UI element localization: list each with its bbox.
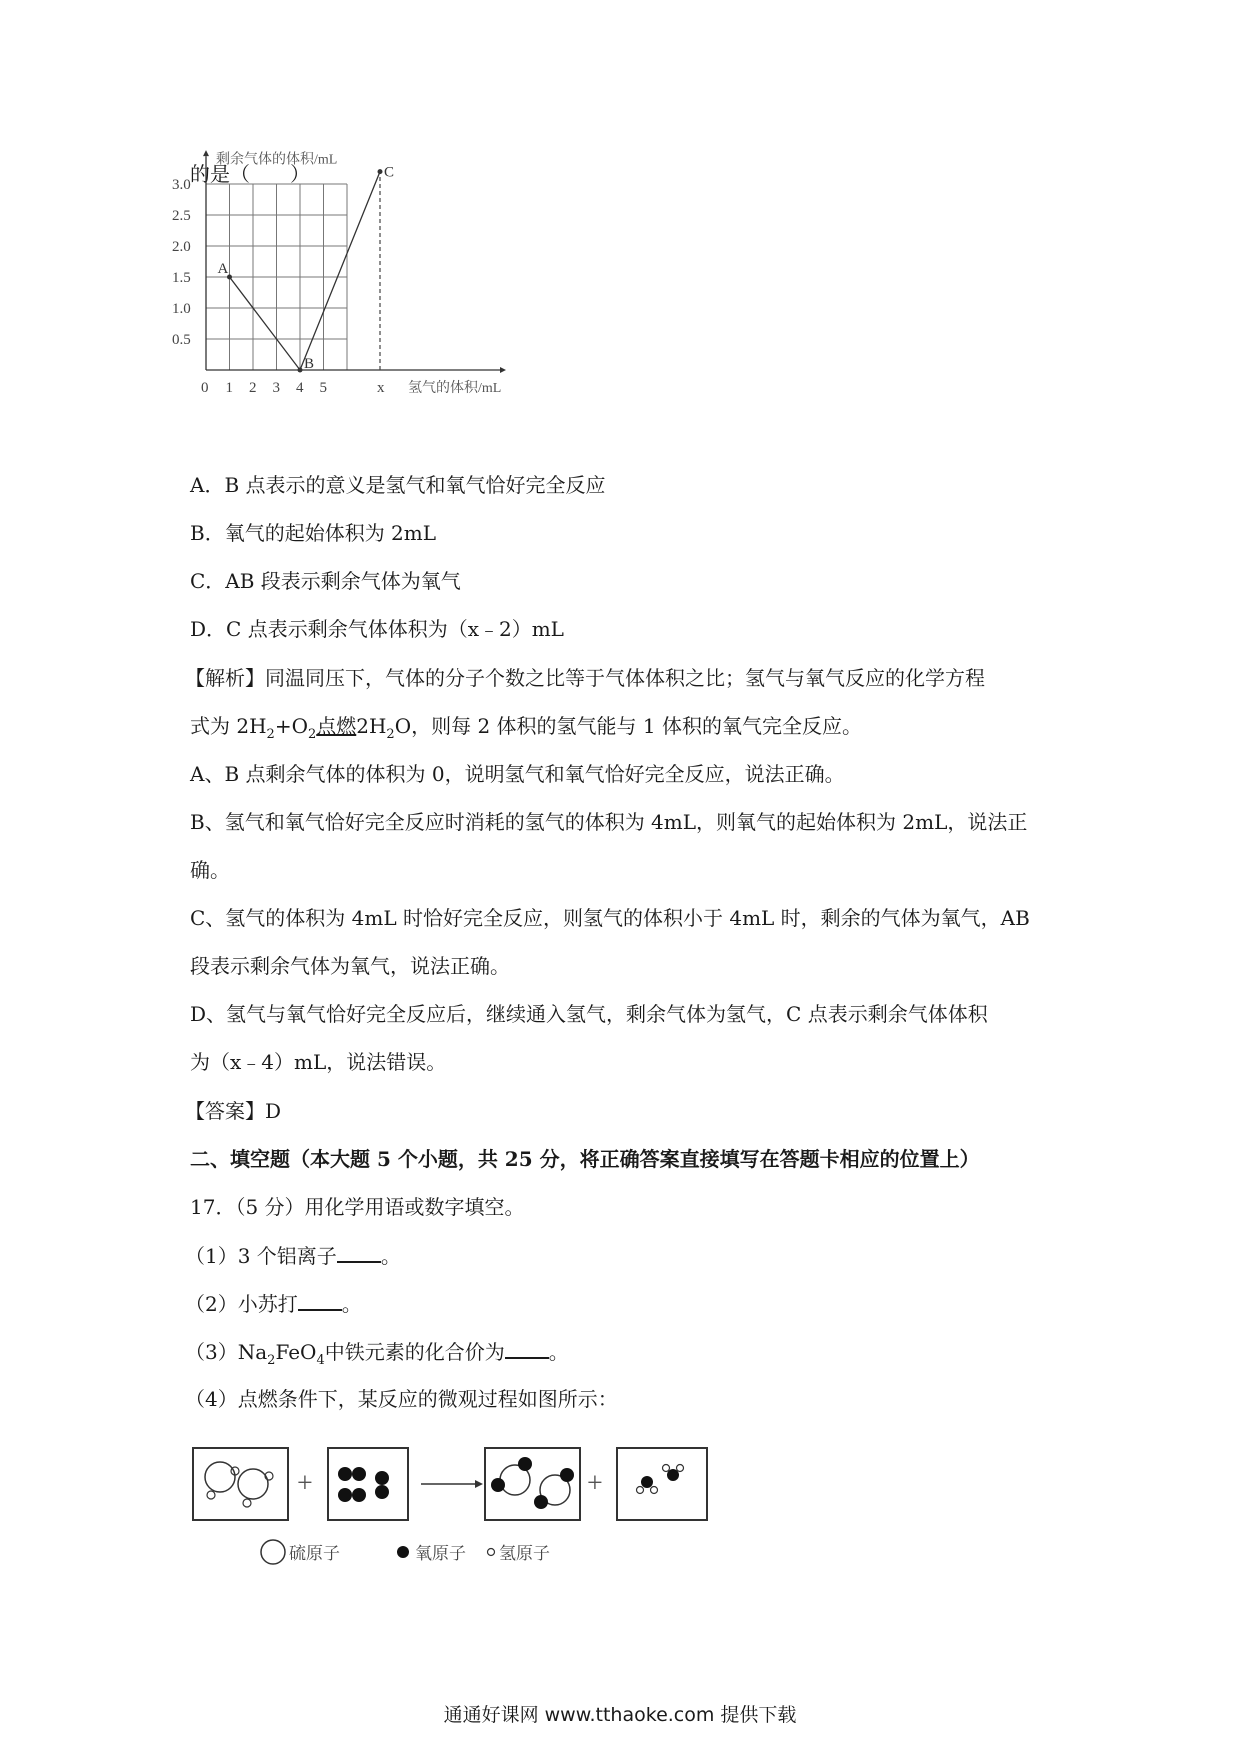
oxygen-atom: [560, 1468, 574, 1482]
x-axis-arrow: [500, 367, 506, 373]
option-a: A．B 点表示的意义是氢气和氧气恰好完全反应: [190, 473, 606, 497]
oxygen-atom: [491, 1478, 505, 1492]
legend-sulfur-icon: [261, 1540, 285, 1564]
product-box-2: [617, 1448, 707, 1520]
option-b: B．氧气的起始体积为 2mL: [190, 521, 437, 545]
point-label-a: A: [217, 261, 229, 277]
hydrogen-atom: [651, 1487, 658, 1494]
hydrogen-atom: [243, 1499, 251, 1507]
analysis-line-6: C、氢气的体积为 4mL 时恰好完全反应，则氢气的体积小于 4mL 时，剩余的气体为氧气，AB: [190, 906, 1030, 930]
oxygen-atom: [518, 1457, 532, 1471]
x-tick-label: 0: [201, 380, 209, 396]
reactant-box-2: [328, 1448, 408, 1520]
analysis-line-9: 为（x﹣4）mL，说法错误。: [190, 1050, 447, 1074]
data-point-b: [298, 368, 303, 373]
y-axis-arrow: [203, 150, 209, 156]
reaction-diagram: [185, 1440, 745, 1570]
answer-blank-3[interactable]: [505, 1337, 549, 1359]
oxygen-atom: [375, 1485, 389, 1499]
y-axis-label: 剩余气体的体积/mL: [216, 152, 338, 168]
q17-title: 17．（5 分）用化学用语或数字填空。: [190, 1195, 525, 1219]
data-point-c: [378, 169, 383, 174]
page-footer: 通通好课网 www.tthaoke.com 提供下载: [443, 1704, 797, 1726]
y-tick-label: 1.5: [172, 270, 191, 286]
plus-sign-1: +: [297, 1468, 313, 1499]
answer-blank-2[interactable]: [298, 1289, 342, 1311]
oxygen-atom: [641, 1476, 653, 1488]
option-d: D．C 点表示剩余气体体积为（x﹣2）mL: [190, 617, 564, 641]
oxygen-atom: [352, 1467, 366, 1481]
question-16-tail: 的是（ ）: [190, 162, 310, 186]
legend-hydrogen-label: 氢原子: [499, 1544, 550, 1563]
legend-hydrogen-icon: [488, 1549, 495, 1556]
point-label-c: C: [384, 164, 395, 181]
option-c: C．AB 段表示剩余气体为氧气: [190, 569, 461, 593]
q17-part-1: （1）3 个铝离子 。: [185, 1241, 401, 1270]
legend-oxygen-icon: [397, 1546, 409, 1558]
x-tick-label: 3: [272, 380, 280, 396]
data-line: [230, 172, 381, 370]
answer: 【答案】D: [185, 1099, 282, 1123]
y-tick-label: 0.5: [172, 332, 191, 348]
q17-part-4: （4）点燃条件下，某反应的微观过程如图所示：: [185, 1387, 618, 1411]
analysis-line-4: B、氢气和氧气恰好完全反应时消耗的氢气的体积为 4mL，则氧气的起始体积为 2mL，说法正: [190, 810, 1028, 834]
oxygen-atom: [375, 1471, 389, 1485]
sulfur-atom: [205, 1462, 235, 1492]
hydrogen-atom: [637, 1487, 644, 1494]
oxygen-atom: [338, 1488, 352, 1502]
y-tick-label: 2.0: [172, 239, 191, 255]
x-tick-label: 5: [319, 380, 327, 396]
section-2-heading: 二、填空题（本大题 5 个小题，共 25 分，将正确答案直接填写在答题卡相应的位置上）: [190, 1147, 980, 1171]
x-tick-label: 2: [249, 380, 257, 396]
point-label-b: B: [304, 356, 315, 372]
plus-sign-2: +: [587, 1468, 603, 1499]
y-tick-label: 1.0: [172, 301, 191, 317]
oxygen-atom: [534, 1495, 548, 1509]
x-axis-label: 氢气的体积/mL: [408, 381, 502, 396]
analysis-line-7: 段表示剩余气体为氧气，说法正确。: [190, 954, 510, 978]
sulfur-atom: [238, 1469, 268, 1499]
reaction-condition: 点燃: [316, 714, 357, 738]
x-tick-label: 1: [225, 380, 233, 396]
hydrogen-atom: [207, 1491, 215, 1499]
oxygen-atom: [338, 1467, 352, 1481]
y-tick-label: 3.0: [172, 177, 191, 193]
analysis-line-8: D、氢气与氧气恰好完全反应后，继续通入氢气，剩余气体为氢气，C 点表示剩余气体体积: [190, 1002, 988, 1026]
analysis-equation-line: 式为 $2H_2+O_2$点燃$2H_2O$，则每 2 体积的氢气能与 1 体积的氧气完全反应。: [190, 714, 862, 742]
analysis-line-3: A、B 点剩余气体的体积为 0，说明氢气和氧气恰好完全反应，说法正确。: [190, 762, 845, 786]
q17-part-3: $(3)Na_2FeO_4$中铁元素的化合价为 。: [185, 1337, 569, 1375]
answer-blank-1[interactable]: [337, 1241, 381, 1263]
x-tick-label: 4: [296, 380, 304, 396]
legend-oxygen-label: 氧原子: [415, 1544, 466, 1563]
y-tick-label: 2.5: [172, 208, 191, 224]
hydrogen-atom: [663, 1465, 670, 1472]
legend-sulfur-label: 硫原子: [289, 1544, 340, 1563]
analysis-line-1: 【解析】同温同压下，气体的分子个数之比等于气体体积之比；氢气与氧气反应的化学方程: [185, 666, 985, 690]
q17-part-2: （2）小苏打 。: [185, 1289, 362, 1318]
hydrogen-atom: [677, 1465, 684, 1472]
analysis-line-5: 确。: [190, 858, 230, 882]
oxygen-atom: [352, 1488, 366, 1502]
x-tick-label: x: [377, 380, 385, 396]
